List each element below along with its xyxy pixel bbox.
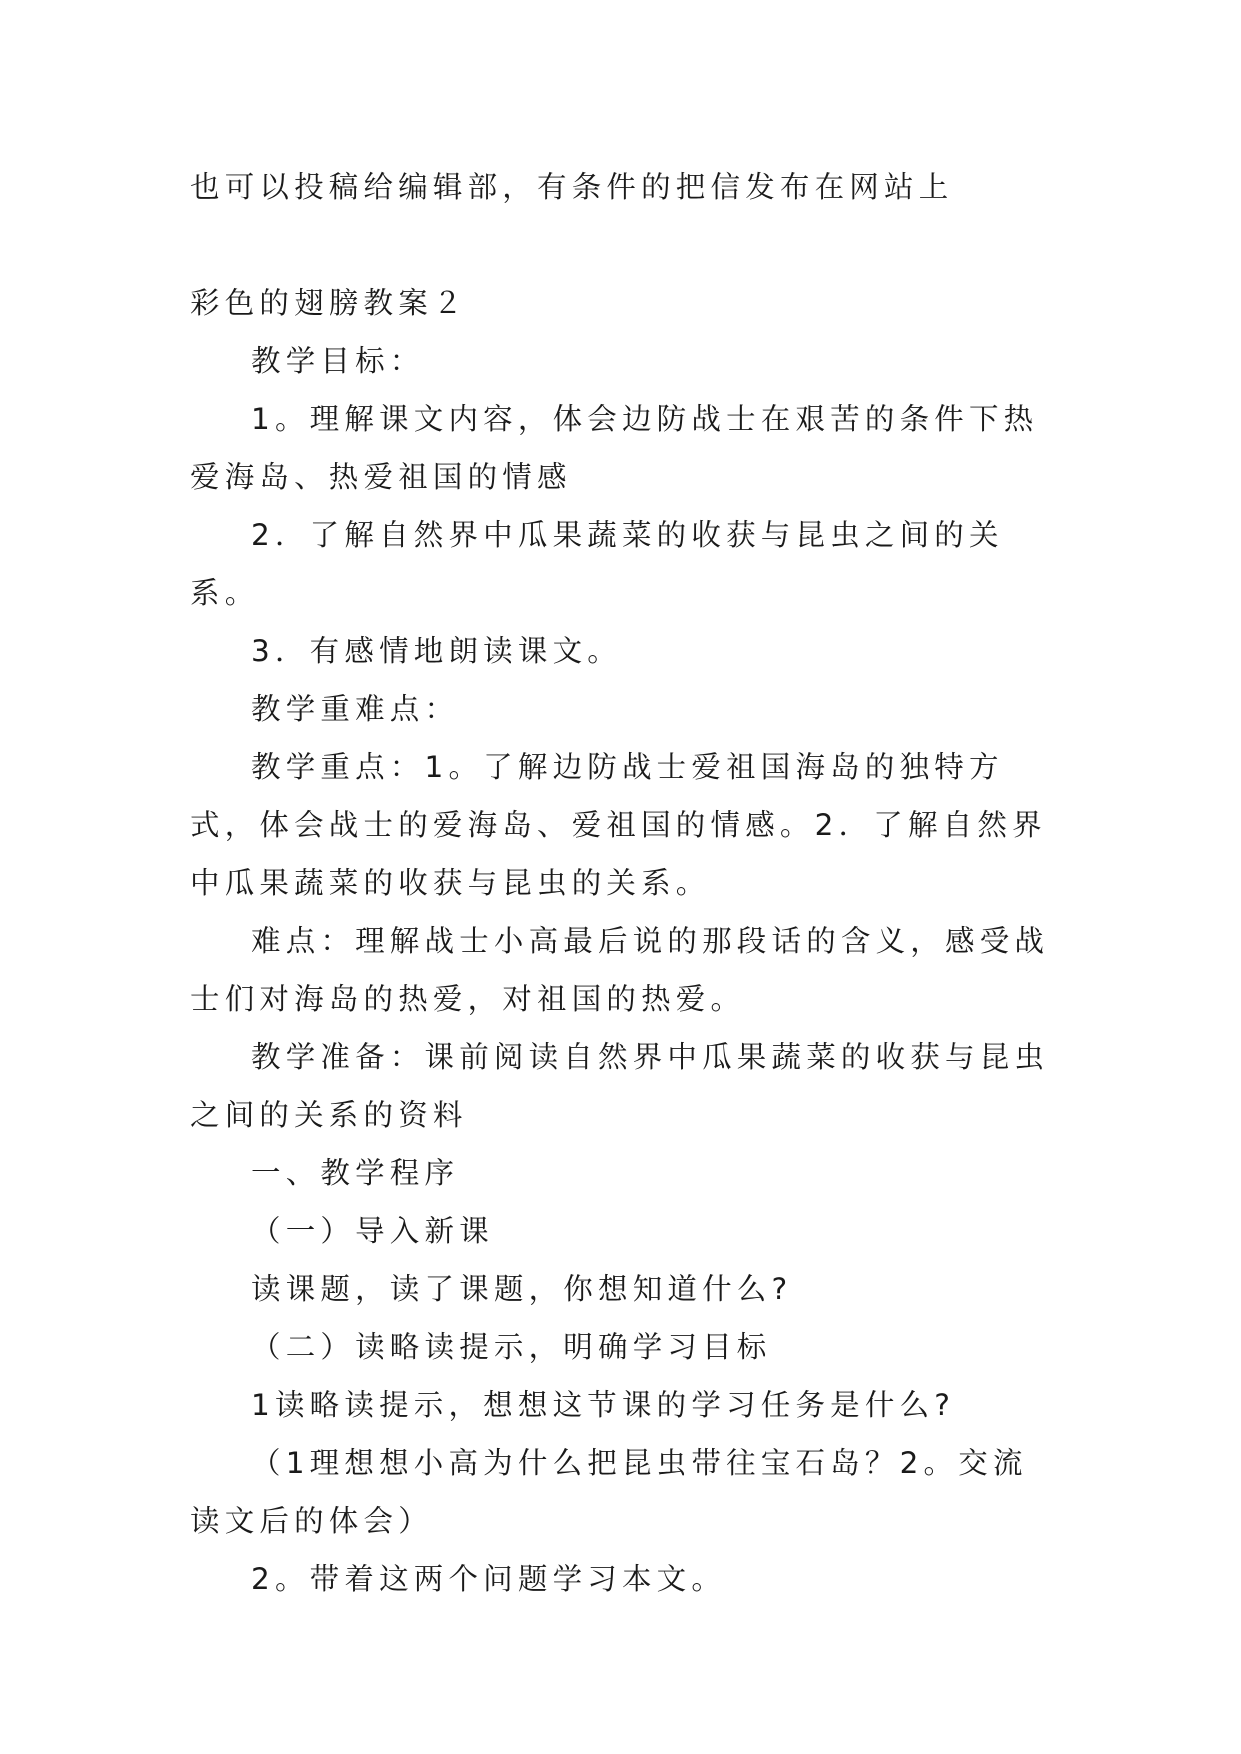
paragraph-key-points-heading: 教学重难点：: [251, 692, 460, 726]
document-title: 彩色的翅膀教案２: [190, 286, 468, 320]
paragraph-step-2: 2。带着这两个问题学习本文。: [251, 1562, 727, 1596]
paragraph-section-1: （一）导入新课: [251, 1214, 494, 1248]
paragraph-questions: （1理想想小高为什么把昆虫带往宝石岛？2。交流读文后的体会）: [190, 1446, 1028, 1538]
paragraph-goal-1: 1。理解课文内容，体会边防战士在艰苦的条件下热爱海岛、热爱祖国的情感: [190, 402, 1039, 494]
paragraph-section-2: （二）读略读提示，明确学习目标: [251, 1330, 772, 1364]
document-body: [190, 158, 1052, 1608]
paragraph-key-points: 教学重点：1。了解边防战士爱祖国海岛的独特方式，体会战士的爱海岛、爱祖国的情感。2．了解自然界中瓜果蔬菜的收获与昆虫的关系。: [190, 750, 1047, 900]
paragraph-teaching-goals-heading: 教学目标：: [251, 344, 425, 378]
paragraph-preparation: 教学准备：课前阅读自然界中瓜果蔬菜的收获与昆虫之间的关系的资料: [190, 1040, 1050, 1132]
paragraph-goal-3: 3．有感情地朗读课文。: [251, 634, 622, 668]
intro-line: 也可以投稿给编辑部，有条件的把信发布在网站上: [190, 170, 954, 204]
paragraph-read-title: 读课题，读了课题，你想知道什么?: [251, 1272, 793, 1306]
paragraph-procedure-heading: 一、教学程序: [251, 1156, 460, 1190]
paragraph-difficulty: 难点：理解战士小高最后说的那段话的含义，感受战士们对海岛的热爱，对祖国的热爱。: [190, 924, 1050, 1016]
paragraph-goal-2: 2．了解自然界中瓜果蔬菜的收获与昆虫之间的关系。: [190, 518, 1004, 610]
paragraph-step-1: 1读略读提示，想想这节课的学习任务是什么?: [251, 1388, 956, 1422]
